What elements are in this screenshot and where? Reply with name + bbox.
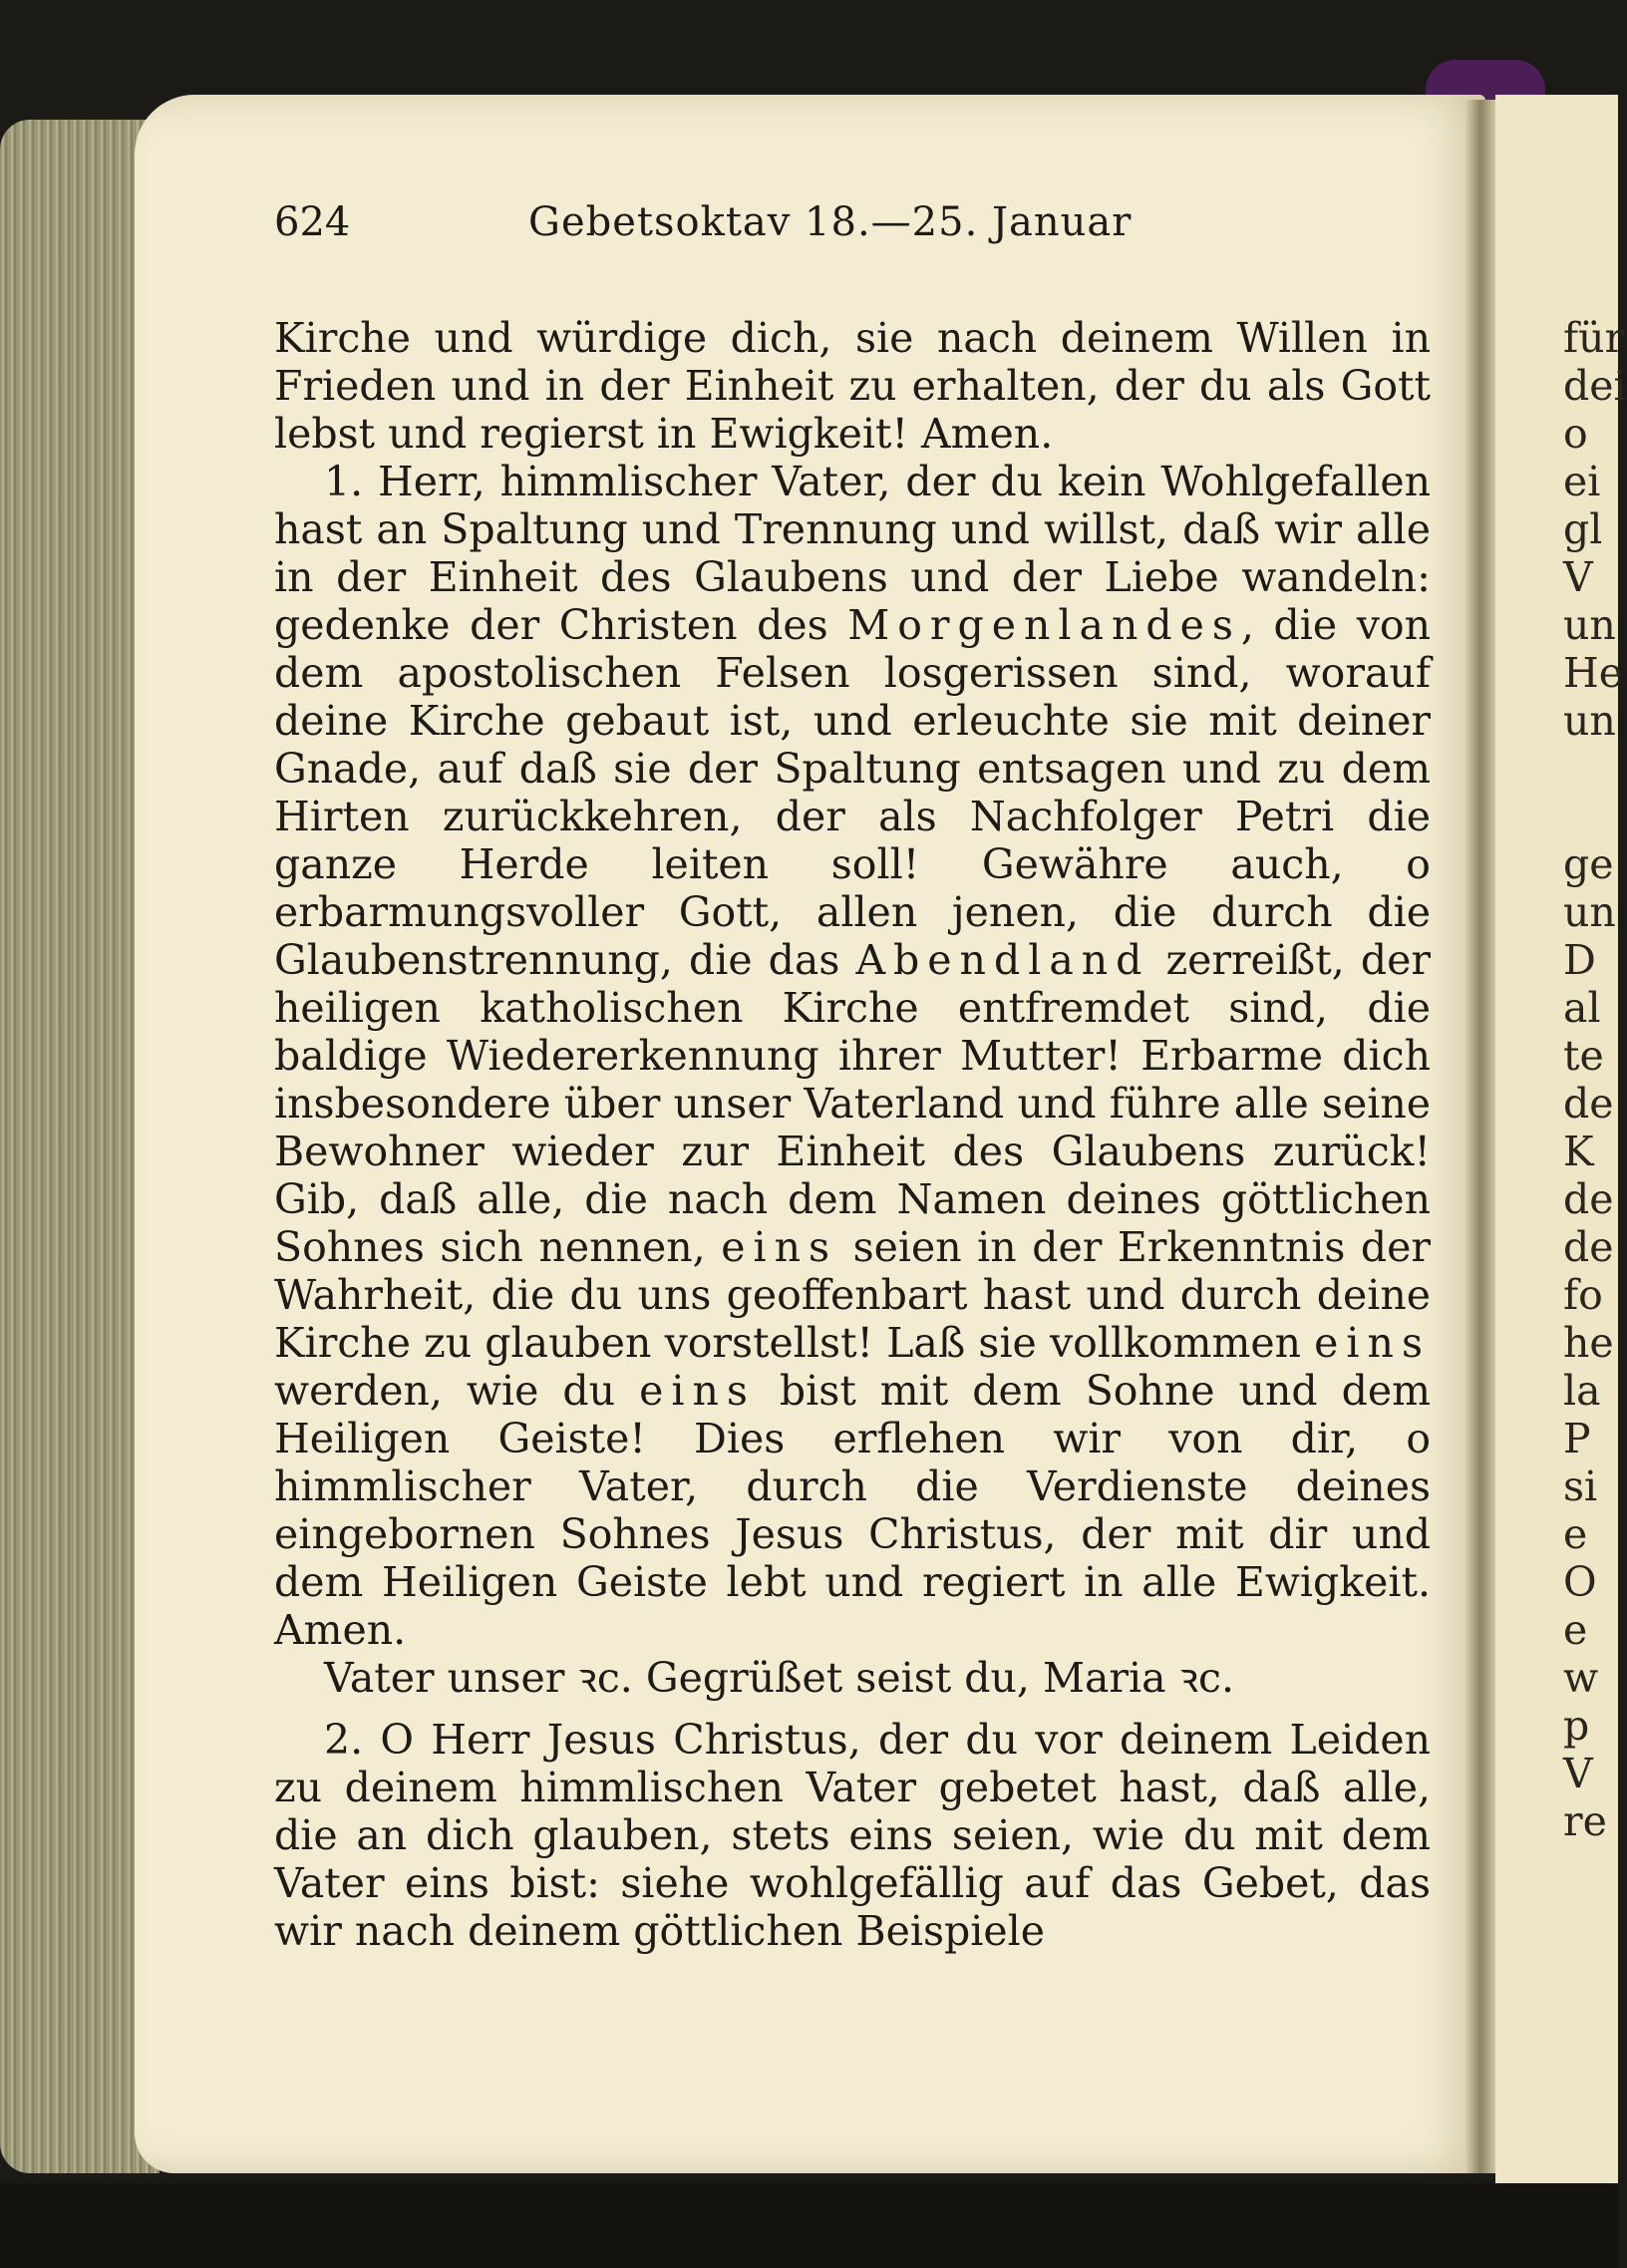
- right-page-fragment: D: [1563, 936, 1596, 984]
- right-page-fragment: P: [1563, 1415, 1591, 1462]
- right-page-fragment: p: [1563, 1702, 1590, 1750]
- text-run: , die von dem apostolischen Felsen losgerissen sind, worauf deine Kirche gebaut ist, und erleuchte sie mit deiner Gnade, auf daß sie der Spaltung entsagen und zu dem Hirten zurückkehren, der als Nachfolger Petri die ganze Herde leiten soll! Gewähre auch, o erbarmungsvoller Gott, allen jenen, die durch die Glaubenstrennung, die das: [274, 601, 1431, 984]
- right-page-fragment: de: [1563, 1223, 1614, 1271]
- text-run: bist mit dem Sohne und dem Heiligen Geiste! Dies erflehen wir von dir, o himmlischer Vater, durch die Verdienste deines eingebornen Sohnes Jesus Christus, der mit dir und dem Heiligen Geiste lebt und regiert in alle Ewigkeit. Amen.: [274, 1367, 1432, 1654]
- emphasis-eins: eins: [639, 1367, 756, 1415]
- right-page-fragment: un: [1563, 601, 1616, 649]
- right-page-fragment: O: [1563, 1558, 1597, 1606]
- right-page-text-fragments: [1563, 314, 1627, 1845]
- right-page-fragment: dei: [1563, 362, 1627, 410]
- right-page-fragment: V: [1563, 553, 1593, 601]
- text-run: werden, wie du: [274, 1367, 640, 1415]
- right-page-fragment: gl: [1563, 505, 1603, 553]
- right-page-fragment: K: [1563, 1128, 1594, 1175]
- emphasis-morgenland: Morgenlandes: [847, 601, 1241, 649]
- paragraph-prayer-2: 2. O Herr Jesus Christus, der du vor deinem Leiden zu deinem himmlischen Vater gebetet hast, daß alle, die an dich glauben, stets eins seien, wie du mit dem Vater eins bist: siehe wohlgefällig auf das Gebet, das wir nach deinem göttlichen Beispiele: [274, 1716, 1431, 1955]
- text-run: zerreißt, der heiligen katholischen Kirche entfremdet sind, die baldige Wiedererkennung ihrer Mutter! Erbarme dich insbesondere über unser Vaterland und führe alle seine Bewohner wieder zur Einheit des Glaubens zurück! Gib, daß alle, die nach dem Namen deines göttlichen Sohnes sich nennen,: [274, 936, 1431, 1271]
- right-page-fragment: w: [1563, 1654, 1599, 1702]
- right-page-fragment: ge: [1563, 840, 1614, 888]
- right-page-fragment: fo: [1563, 1271, 1603, 1319]
- right-page-fragment: si: [1563, 1462, 1598, 1510]
- page-number: 624: [274, 199, 351, 245]
- right-page-fragment: [1563, 745, 1623, 793]
- text-run: seien in der Erkenntnis der Wahrheit, die du uns geoffenbart hast und durch deine Kirche zu glauben vorstellst! Laß sie vollkommen: [274, 1223, 1431, 1367]
- right-page-fragment: He: [1563, 649, 1624, 697]
- right-page-fragment: un: [1563, 697, 1616, 745]
- page-header: [274, 199, 1421, 259]
- right-page-fragment: he: [1563, 1319, 1614, 1367]
- right-page-fragment: la: [1563, 1367, 1601, 1415]
- emphasis-eins: eins: [721, 1223, 838, 1271]
- emphasis-abendland: Abendland: [855, 936, 1150, 984]
- right-page-fragment: e: [1563, 1606, 1588, 1654]
- right-page-fragment: al: [1563, 984, 1601, 1032]
- right-page-fragment: für: [1563, 314, 1625, 362]
- emphasis-eins: eins: [1314, 1319, 1431, 1367]
- paragraph-prayer-1: [274, 458, 1431, 1654]
- page-body: [274, 314, 1431, 1955]
- right-page-fragment: de: [1563, 1080, 1614, 1128]
- right-page-fragment: V: [1563, 1750, 1593, 1797]
- right-page-fragment: [1563, 793, 1623, 840]
- right-page-fragment: o: [1563, 410, 1588, 458]
- paragraph-vater-unser: Vater unser ꝛc. Gegrüßet seist du, Maria ꝛc.: [324, 1654, 1235, 1702]
- right-page-fragment: un: [1563, 888, 1616, 936]
- right-page-fragment: ei: [1563, 458, 1601, 505]
- running-title: Gebetsoktav 18.—25. Januar: [528, 199, 1133, 245]
- background-bottom: [0, 2183, 1618, 2268]
- right-page-fragment: de: [1563, 1175, 1614, 1223]
- book-gutter: [1465, 100, 1495, 2173]
- text-run: 1. Herr, himmlischer Vater, der du kein Wohlgefallen hast an Spaltung und Trennung und willst, daß wir alle in der Einheit des Glaubens und der Liebe wandeln: gedenke der Christen des: [274, 458, 1431, 649]
- right-page-fragment: te: [1563, 1032, 1604, 1080]
- ribbon-bookmark: [1426, 60, 1545, 100]
- paragraph-continuation: Kirche und würdige dich, sie nach deinem Willen in Frieden und in der Einheit zu erhalten, der du als Gott lebst und regierst in Ewigkeit! Amen.: [274, 314, 1431, 458]
- right-page-fragment: e: [1563, 1510, 1588, 1558]
- right-page-fragment: re: [1563, 1797, 1607, 1845]
